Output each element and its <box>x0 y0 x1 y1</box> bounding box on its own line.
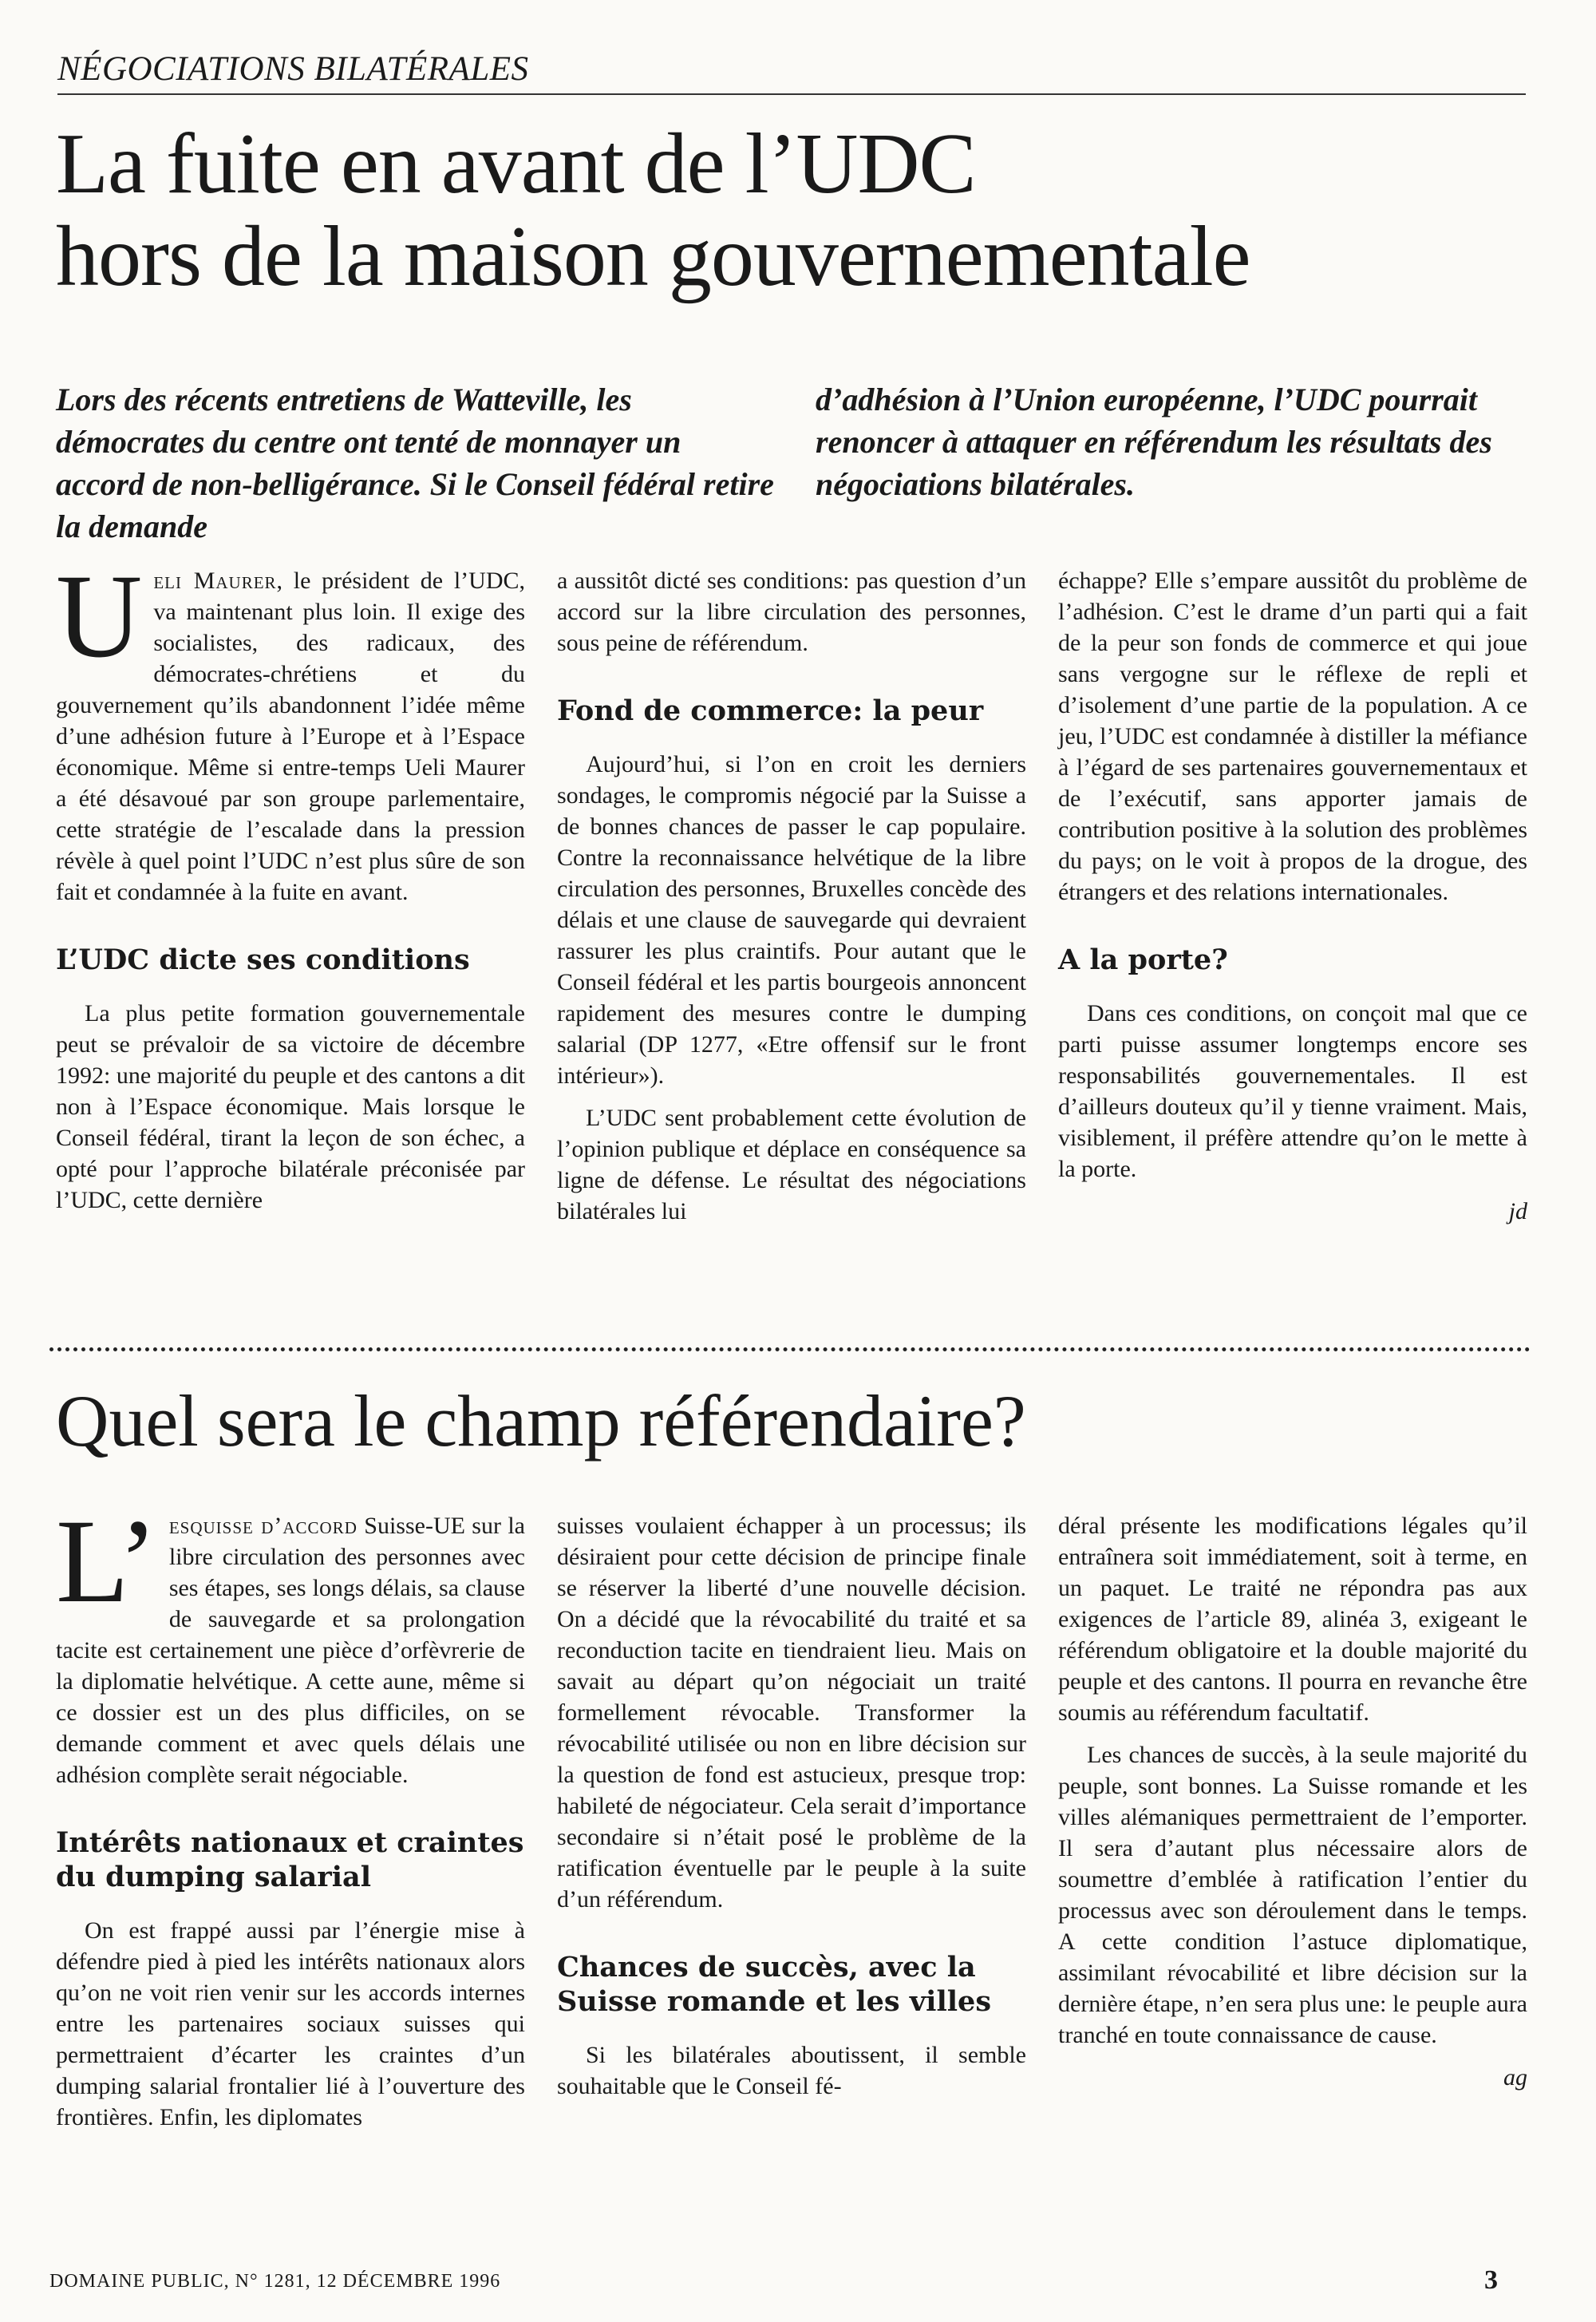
footer-publication: DOMAINE PUBLIC, N° 1281, 12 DÉCEMBRE 1996 <box>49 2271 501 2292</box>
article1-title-line2: hors de la maison gouvernementale <box>56 209 1250 304</box>
lead-smallcaps: eli Maurer <box>153 568 277 594</box>
article2-paragraph-6: Les chances de succès, à la seule majorité du peuple, sont bonnes. La Suisse romande et les villes alémaniques permettraient de l’emporter. Il sera d’autant plus nécessaire alors de soumettre d’emblée à ratification l’entier du processus avec son déroulement dans le temps. A cette condition l’astuce diplomatique, assimilant révocabilité et libre décision sur la dernière étape, n’en sera plus une: le peuple aura tranché en toute connaissance de cause. <box>1058 1742 1527 2048</box>
article1-title <box>56 118 1572 303</box>
article1-subheading-2: Fond de commerce: la peur <box>557 694 984 727</box>
article1-paragraph-2: La plus petite formation gouvernementale peut se prévaloir de sa victoire de décembre 1992: une majorité du peuple et des cantons a dit non à l’Espace économique. Mais lorsque le Conseil fédéral, tirant la leçon de son échec, a opté pour l’approche bilatérale préconisée par l’UDC, cette dernière <box>56 1000 525 1213</box>
section-rubric: NÉGOCIATIONS BILATÉRALES <box>57 49 1526 95</box>
article2-column-3 <box>1058 1510 1527 2093</box>
article-separator <box>49 1347 1531 1351</box>
article2-lead-paragraph <box>56 1495 525 1790</box>
article1-paragraph-4: Aujourd’hui, si l’on en croit les derniers sondages, le compromis négocié par la Suisse a de bonnes chances de passer le cap populaire. Contre la reconnaissance helvétique de la libre circulation des personnes, Bruxelles concède des délais et une clause de sauvegarde qui devraient rassurer les plus craintifs. Pour autant que le Conseil fédéral et les partis bourgeois annoncent rapidement des mesures contre le dumping salarial (DP 1277, «Etre offensif sur le front intérieur»). <box>557 751 1026 1089</box>
article1-lead-paragraph <box>56 550 525 908</box>
article1-signature: jd <box>1508 1198 1527 1224</box>
article1-paragraph-7: Dans ces conditions, on conçoit mal que ce parti puisse assumer longtemps encore ses responsabilités gouvernementales. Il est d’ailleurs douteux qu’il y tienne vraiment. Mais, visiblement, il préfère attendre qu’on le mette à la porte. <box>1058 1000 1527 1182</box>
article2-signature: ag <box>1503 2064 1527 2091</box>
article2-column-2 <box>557 1510 1026 2113</box>
article2-subheading-2: Chances de succès, avec la Suisse romande et les villes <box>557 1951 992 2018</box>
dropcap: L’ <box>56 1495 158 1628</box>
article1-column-2 <box>557 565 1026 1238</box>
article2-subheading-1: Intérêts nationaux et craintes du dumping salarial <box>56 1826 524 1893</box>
article1-title-line1: La fuite en avant de l’UDC <box>56 117 976 212</box>
dropcap: U <box>56 550 143 682</box>
lead-smallcaps: esquisse d’accord <box>168 1513 358 1539</box>
article2-paragraph-5: déral présente les modifications légales qu’il entraînera soit immédiatement, soit à terme, en un paquet. Le traité ne répondra pas aux exigences de l’article 89, alinéa 3, exigeant le référendum obligatoire et la double majorité du peuple et des cantons. Il pourra en revanche être soumis au référendum facultatif. <box>1058 1513 1527 1726</box>
article2-paragraph-2: On est frappé aussi par l’énergie mise à défendre pied à pied les intérêts nationaux alors qu’on ne voit rien venir sur les accords internes entre les partenaires sociaux suisses qui permettraient d’écarter les craintes d’un dumping salarial frontalier lié à l’ouverture des frontières. Enfin, les diplomates <box>56 1917 525 2130</box>
article1-chapeau-left: Lors des récents entretiens de Watteville, les démocrates du centre ont tenté de monnayer un accord de non-belligérance. Si le Conseil fédéral retire la demande <box>56 382 774 544</box>
article1-column-1 <box>56 550 525 1227</box>
article1-chapeau-right: d’adhésion à l’Union européenne, l’UDC pourrait renoncer à attaquer en référendum les résultats des négociations bilatérales. <box>816 382 1492 502</box>
lead-text: Suisse-UE sur la libre circulation des personnes avec ses étapes, ses longs délais, sa clause de sauvegarde et sa prolongation tacite est certainement une pièce d’orfèvrerie de la diplomatie helvétique. A cette aune, même si ce dossier est un des plus difficiles, on se demande comment et avec quels délais une adhésion complète serait négociable. <box>56 1513 525 1788</box>
article1-paragraph-3: a aussitôt dicté ses conditions: pas question d’un accord sur la libre circulation des personnes, sous peine de référendum. <box>557 568 1026 656</box>
article2-title: Quel sera le champ référendaire? <box>56 1380 1026 1462</box>
article1-subheading-1: L’UDC dicte ses conditions <box>56 943 470 976</box>
article2-column-1 <box>56 1495 525 2144</box>
article1-paragraph-5: L’UDC sent probablement cette évolution de l’opinion publique et déplace en conséquence sa ligne de défense. Le résultat des négociations bilatérales lui <box>557 1105 1026 1224</box>
article2-paragraph-4: Si les bilatérales aboutissent, il semble souhaitable que le Conseil fé- <box>557 2042 1026 2099</box>
article1-paragraph-6: échappe? Elle s’empare aussitôt du problème de l’adhésion. C’est le drame d’un parti qui a fait de la peur son fonds de commerce et qui joue sans vergogne sur le réflexe de repli et d’isolement d’une partie de la population. A ce jeu, l’UDC est condamnée à distiller la méfiance à l’égard de ses partenaires gouvernementaux et de l’exécutif, sans apporter jamais de contribution positive à la solution des problèmes du pays; on le voit à propos de la drogue, des étrangers et des relations internationales. <box>1058 568 1527 905</box>
article1-subheading-3: A la porte? <box>1058 943 1228 976</box>
article2-paragraph-3: suisses voulaient échapper à un processus; ils désiraient pour cette décision de principe finale se réserver la liberté d’une nouvelle décision. On a décidé que la révocabilité du traité et sa reconduction tacite en tiendraient lieu. Mais on savait au départ qu’on négociait un traité formellement révocable. Transformer la révocabilité utilisée ou non en libre décision sur la question de fond est astucieux, presque trop: habileté de négociateur. Cela serait d’importance secondaire si n’était posé le problème de la ratification éventuelle par le peuple à la suite d’un référendum. <box>557 1513 1026 1913</box>
page-number: 3 <box>1484 2265 1498 2295</box>
article1-column-3 <box>1058 565 1527 1227</box>
lead-text: , le président de l’UDC, va maintenant plus loin. Il exige des socialistes, des radicaux, des démocrates-chrétiens et du gouvernement qu’ils abandonnent l’idée même d’une adhésion future à l’Europe et à l’Espace économique. Même si entre-temps Ueli Maurer a été désavoué par son groupe parlementaire, cette stratégie de l’escalade dans la pression révèle à quel point l’UDC n’est plus sûre de son fait et condamnée à la fuite en avant. <box>56 568 525 905</box>
